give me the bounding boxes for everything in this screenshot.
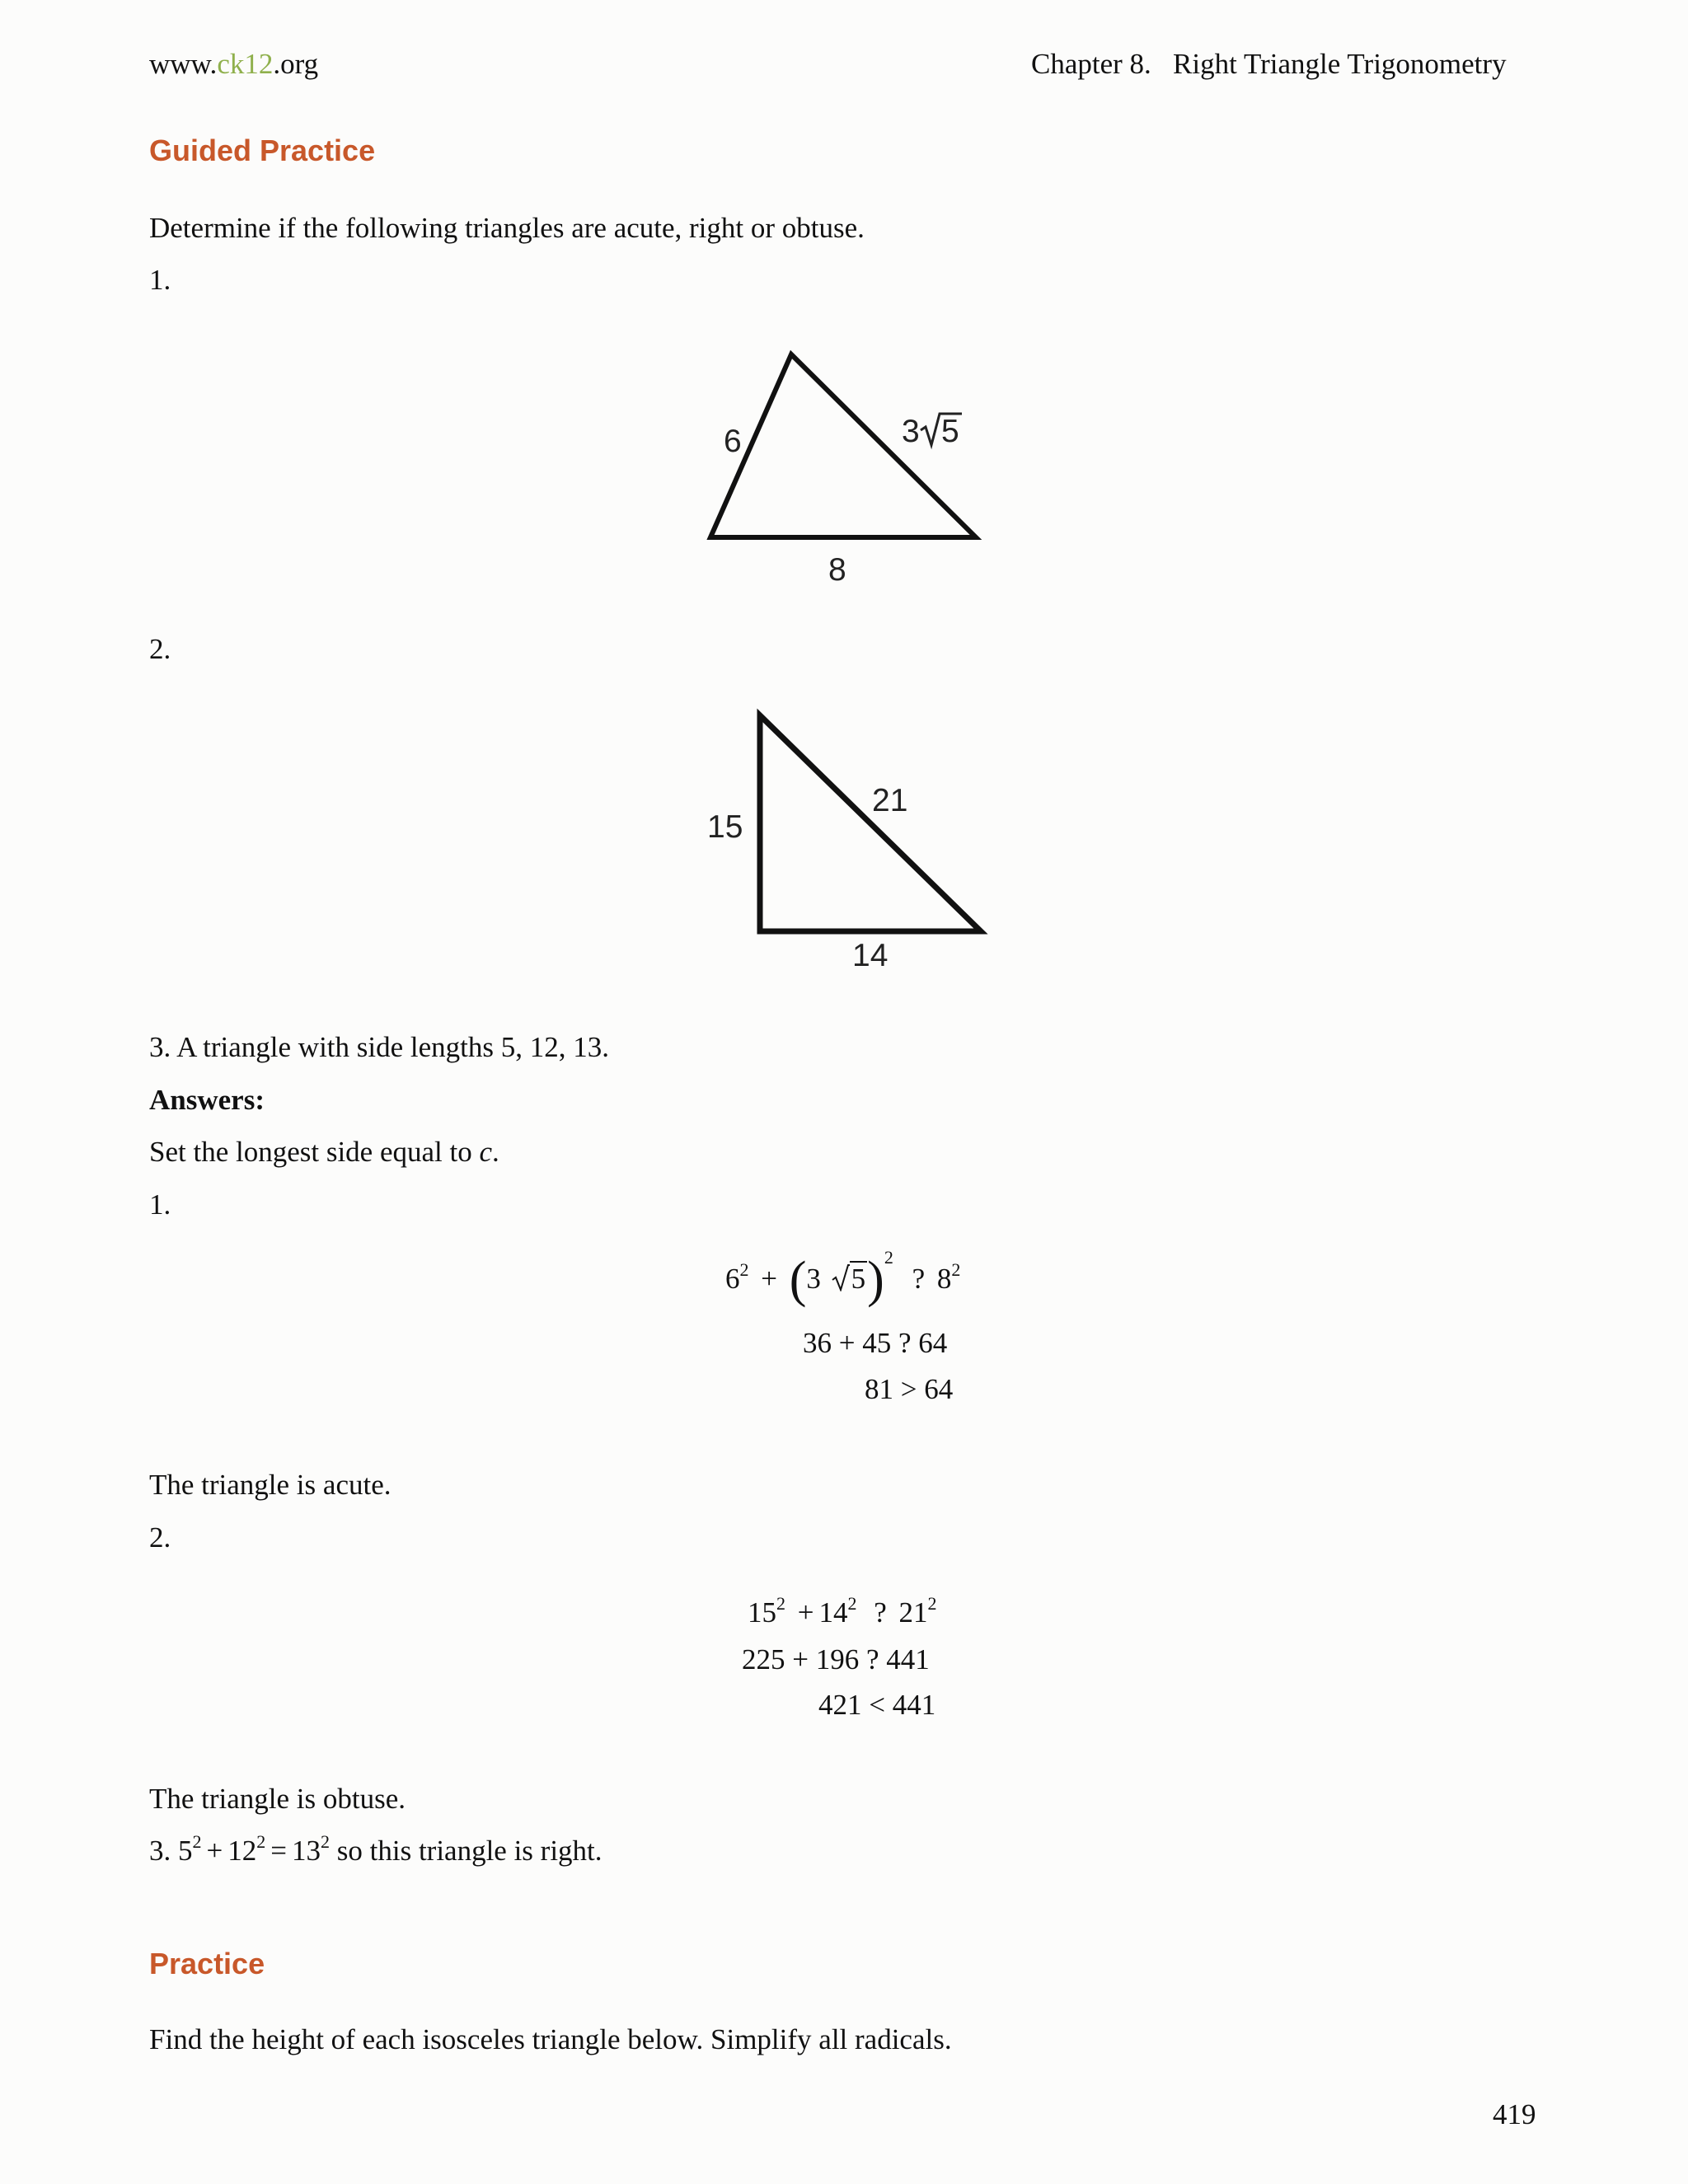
question-2-label: 2. xyxy=(149,633,171,665)
answer-1-label: 1. xyxy=(149,1188,171,1221)
eq2-term-c: 21 xyxy=(898,1596,928,1629)
answers-intro xyxy=(149,1134,499,1170)
triangle-2-shape xyxy=(760,715,981,931)
eq2-exp-a: 2 xyxy=(776,1593,785,1614)
answer-3-plus: + xyxy=(206,1835,223,1867)
eq2-exp-c: 2 xyxy=(927,1593,937,1614)
equation-2-row-3: 421 < 441 xyxy=(818,1689,936,1721)
practice-intro: Find the height of each isosceles triangle below. Simplify all radicals. xyxy=(149,2023,952,2055)
answer-3 xyxy=(149,1833,603,1869)
answer-3-exp-a: 2 xyxy=(192,1831,202,1852)
eq1-term-a: 6 xyxy=(725,1263,740,1295)
answer-2-label: 2. xyxy=(149,1521,171,1554)
equation-2-row-1 xyxy=(748,1593,937,1629)
eq2-term-b: 14 xyxy=(818,1596,848,1629)
eq2-plus: + xyxy=(797,1596,814,1629)
equation-1-row-1 xyxy=(725,1247,961,1310)
answer-1-result: The triangle is acute. xyxy=(149,1469,392,1501)
eq2-question: ? xyxy=(874,1596,887,1629)
equation-1-row-2: 36 + 45 ? 64 xyxy=(803,1327,948,1359)
answer-2-result: The triangle is obtuse. xyxy=(149,1783,406,1815)
answer-3-exp-b: 2 xyxy=(256,1831,266,1852)
answer-3-exp-c: 2 xyxy=(321,1831,330,1852)
equation-1-row-3: 81 > 64 xyxy=(865,1373,954,1405)
answer-3-c: 13 xyxy=(292,1835,321,1867)
practice-title: Practice xyxy=(149,1947,265,1980)
equation-2-row-2: 225 + 196 ? 441 xyxy=(742,1643,930,1675)
eq1-exp-a: 2 xyxy=(739,1259,749,1280)
answer-3-equals: = xyxy=(270,1835,287,1867)
question-1-label: 1. xyxy=(149,264,171,296)
eq1-term-b: 8 xyxy=(936,1263,952,1295)
triangle-2-side-bottom: 14 xyxy=(852,938,889,972)
eq1-paren-group: (3 5)$^2$ xyxy=(789,1247,893,1308)
site-url-prefix: www. xyxy=(149,48,218,80)
question-3: 3. A triangle with side lengths 5, 12, 13. xyxy=(149,1031,610,1063)
answers-intro-prefix: Set the longest side equal to xyxy=(149,1136,480,1168)
triangle-1-figure xyxy=(692,338,1006,585)
eq1-exp-paren: 2 xyxy=(884,1247,893,1268)
answer-3-prefix: 3. xyxy=(149,1835,178,1867)
answers-heading: Answers: xyxy=(149,1084,265,1116)
eq1-question: ? xyxy=(912,1263,926,1295)
triangle-1-side-left: 6 xyxy=(724,424,742,459)
triangle-1-side-right-coef: 3 xyxy=(902,414,920,449)
chapter-title: Right Triangle Trigonometry xyxy=(1173,48,1507,80)
triangle-1-shape xyxy=(710,354,976,537)
eq2-term-a: 15 xyxy=(748,1596,776,1629)
triangle-2-side-left: 15 xyxy=(707,809,743,845)
answers-intro-suffix: . xyxy=(492,1136,499,1168)
answer-3-a: 5 xyxy=(178,1835,193,1867)
eq1-coef: 3 xyxy=(806,1263,821,1295)
chapter-header xyxy=(1031,48,1507,81)
triangle-1-side-right xyxy=(902,414,962,449)
eq1-radicand: 5 xyxy=(851,1263,866,1295)
site-url[interactable] xyxy=(149,48,318,81)
triangle-1-side-bottom: 8 xyxy=(828,552,846,585)
answer-3-b: 12 xyxy=(227,1835,257,1867)
eq2-exp-b: 2 xyxy=(847,1593,857,1614)
page-number: 419 xyxy=(1493,2098,1536,2130)
eq1-exp-b: 2 xyxy=(951,1259,961,1280)
eq1-plus: + xyxy=(761,1263,777,1295)
triangle-2-figure xyxy=(692,701,1006,972)
triangle-1-side-right-radicand: 5 xyxy=(941,414,959,449)
eq1-radical-sign xyxy=(832,1263,850,1291)
guided-practice-title: Guided Practice xyxy=(149,134,376,167)
guided-intro: Determine if the following triangles are acute, right or obtuse. xyxy=(149,212,865,244)
site-url-suffix: .org xyxy=(273,48,319,80)
answers-intro-variable: c xyxy=(479,1136,493,1168)
answer-3-suffix: so this triangle is right. xyxy=(330,1835,603,1867)
chapter-number: Chapter 8. xyxy=(1031,48,1151,80)
site-url-brand: ck12 xyxy=(217,48,274,80)
triangle-2-side-hyp: 21 xyxy=(872,783,908,818)
